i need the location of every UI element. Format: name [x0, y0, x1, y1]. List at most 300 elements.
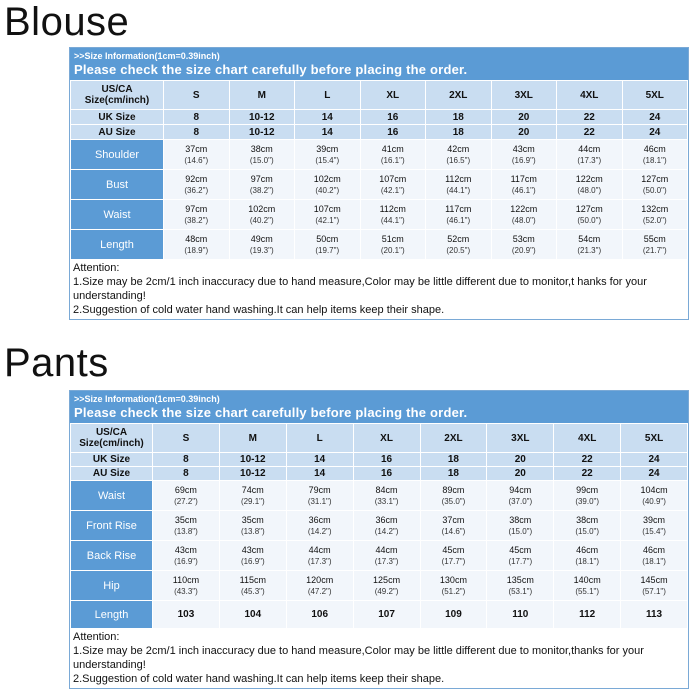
measurement-cell [420, 541, 487, 571]
cm-value: 41cm [381, 143, 404, 154]
measurement-cell [622, 170, 688, 200]
cm-value: 36cm [308, 514, 331, 525]
size-s: S [164, 81, 230, 110]
measurement-cell [153, 511, 220, 541]
inch-value: (38.2") [184, 215, 209, 225]
uk-cell: 20 [487, 453, 554, 467]
measurement-row [71, 170, 688, 200]
measurement-cell [229, 200, 295, 230]
measurement-cell [164, 230, 230, 260]
inch-value: (27.2") [174, 496, 198, 506]
uk-cell: 24 [622, 110, 688, 125]
cm-value: 36cm [375, 514, 398, 525]
cm-value: 97cm [250, 173, 273, 184]
measurement-cell [164, 170, 230, 200]
measurement-cell [426, 200, 492, 230]
inch-value: (55.1") [575, 586, 600, 596]
measurement-cell [420, 571, 487, 601]
measurement-label: Length [71, 230, 164, 260]
au-cell: 8 [164, 125, 230, 140]
measurement-cell [557, 140, 623, 170]
inch-value: (48.0") [511, 215, 536, 225]
au-cell: 14 [286, 467, 353, 481]
length-row [71, 601, 688, 629]
cm-value: 92cm [185, 173, 208, 184]
measurement-cell [153, 541, 220, 571]
measurement-label: Shoulder [71, 140, 164, 170]
cm-value: 145cm [640, 574, 668, 585]
cm-value: 122cm [510, 203, 538, 214]
cm-value: 38cm [509, 514, 532, 525]
header-label: US/CA Size(cm/inch) [71, 81, 164, 110]
au-cell: 22 [557, 125, 623, 140]
au-cell: 10-12 [219, 467, 286, 481]
cm-value: 125cm [373, 574, 401, 585]
au-size-row [71, 125, 688, 140]
measurement-cell [557, 230, 623, 260]
inch-value: (49.2") [374, 586, 399, 596]
au-size-label: AU Size [71, 125, 164, 140]
cm-value: 127cm [575, 203, 603, 214]
blouse-title: Blouse [4, 0, 130, 44]
inch-value: (20.5") [446, 245, 471, 255]
measurement-cell [164, 200, 230, 230]
cm-value: 112cm [379, 203, 406, 214]
cm-value: 122cm [575, 173, 603, 184]
inch-value: (20.1") [380, 245, 405, 255]
uk-cell: 24 [621, 453, 688, 467]
info-bar [70, 48, 688, 80]
measurement-cell [420, 511, 487, 541]
measurement-cell [557, 200, 623, 230]
inch-value: (43.3") [174, 586, 198, 596]
measurement-cell [426, 170, 492, 200]
inch-value: (36.2") [184, 185, 209, 195]
size-3xl: 3XL [487, 424, 554, 453]
cm-value: 49cm [250, 233, 273, 244]
inch-value: (16.9") [174, 556, 198, 566]
size-m: M [219, 424, 286, 453]
measurement-cell [360, 230, 426, 260]
inch-value: (40.2") [249, 215, 274, 225]
info-bar [70, 391, 688, 423]
measurement-cell [219, 571, 286, 601]
measurement-cell [219, 541, 286, 571]
length-cell: 107 [353, 601, 420, 629]
measurement-cell [164, 140, 230, 170]
length-cell: 109 [420, 601, 487, 629]
cm-value: 84cm [375, 484, 398, 495]
measurement-label: Bust [71, 170, 164, 200]
length-label: Length [71, 601, 153, 629]
uk-size-label: UK Size [71, 453, 153, 467]
size-l: L [286, 424, 353, 453]
measurement-cell [229, 170, 295, 200]
cm-value: 69cm [174, 484, 197, 495]
uk-cell: 8 [164, 110, 230, 125]
cm-value: 54cm [578, 233, 601, 244]
attention-note-1: 1.Size may be 2cm/1 inch inaccuracy due to hand measure,Color may be little different due to monitor,t hanks for your understanding! [73, 276, 647, 302]
attention-note-2: 2.Suggestion of cold water hand washing.It can help items keep their shape. [73, 304, 445, 316]
inch-value: (16.1") [380, 155, 405, 165]
cm-value: 46cm [643, 544, 666, 555]
cm-value: 35cm [174, 514, 197, 525]
au-cell: 20 [491, 125, 557, 140]
au-cell: 18 [426, 125, 492, 140]
inch-value: (46.1") [446, 215, 471, 225]
measurement-row [71, 140, 688, 170]
measurement-cell [353, 571, 420, 601]
inch-value: (51.2") [441, 586, 466, 596]
cm-value: 44cm [375, 544, 398, 555]
inch-value: (18.1") [642, 155, 667, 165]
measurement-cell [295, 170, 361, 200]
uk-cell: 16 [360, 110, 426, 125]
uk-cell: 16 [353, 453, 420, 467]
uk-cell: 20 [491, 110, 557, 125]
size-table [70, 423, 688, 629]
measurement-cell [491, 170, 557, 200]
measurement-label: Hip [71, 571, 153, 601]
cm-value: 38cm [576, 514, 599, 525]
header-label: US/CA Size(cm/inch) [71, 424, 153, 453]
notice-text: Please check the size chart carefully before placing the order. [74, 405, 468, 420]
au-cell: 10-12 [229, 125, 295, 140]
size-l: L [295, 81, 361, 110]
pants-size-chart [69, 390, 689, 689]
info-line: >>Size Information(1cm=0.39inch) [74, 51, 220, 61]
size-5xl: 5XL [622, 81, 688, 110]
cm-value: 39cm [316, 143, 339, 154]
inch-value: (40.9") [642, 496, 666, 506]
cm-value: 102cm [248, 203, 276, 214]
cm-value: 44cm [578, 143, 601, 154]
cm-value: 37cm [442, 514, 465, 525]
uk-cell: 10-12 [229, 110, 295, 125]
cm-value: 107cm [313, 203, 341, 214]
cm-value: 52cm [447, 233, 470, 244]
info-line: >>Size Information(1cm=0.39inch) [74, 394, 220, 404]
inch-value: (19.3") [249, 245, 274, 255]
measurement-label: Waist [71, 200, 164, 230]
length-cell: 103 [153, 601, 220, 629]
measurement-cell [295, 230, 361, 260]
measurement-cell [487, 511, 554, 541]
measurement-cell [621, 541, 688, 571]
inch-value: (31.1") [307, 496, 332, 506]
measurement-rows [71, 481, 688, 601]
inch-value: (50.0") [577, 215, 602, 225]
size-4xl: 4XL [554, 424, 621, 453]
inch-value: (17.3") [307, 556, 332, 566]
cm-value: 55cm [643, 233, 666, 244]
cm-value: 44cm [308, 544, 331, 555]
measurement-row [71, 200, 688, 230]
inch-value: (18.9") [184, 245, 209, 255]
inch-value: (33.1") [374, 496, 399, 506]
inch-value: (14.2") [374, 526, 399, 536]
measurement-cell [621, 511, 688, 541]
uk-cell: 22 [557, 110, 623, 125]
cm-value: 97cm [185, 203, 208, 214]
cm-value: 89cm [442, 484, 465, 495]
measurement-cell [491, 140, 557, 170]
measurement-label: Back Rise [71, 541, 153, 571]
inch-value: (16.9") [511, 155, 536, 165]
cm-value: 74cm [241, 484, 264, 495]
measurement-cell [554, 481, 621, 511]
cm-value: 50cm [316, 233, 339, 244]
inch-value: (47.2") [307, 586, 332, 596]
cm-value: 110cm [172, 574, 200, 585]
attention-note-2: 2.Suggestion of cold water hand washing.It can help items keep their shape. [73, 673, 445, 685]
inch-value: (15.0") [508, 526, 533, 536]
cm-value: 35cm [241, 514, 264, 525]
inch-value: (57.1") [642, 586, 666, 596]
au-size-row [71, 467, 688, 481]
inch-value: (17.7") [508, 556, 533, 566]
size-3xl: 3XL [491, 81, 557, 110]
cm-value: 39cm [643, 514, 666, 525]
inch-value: (14.2") [307, 526, 332, 536]
inch-value: (21.3") [577, 245, 602, 255]
inch-value: (42.1") [380, 185, 405, 195]
length-cell: 106 [286, 601, 353, 629]
inch-value: (14.6") [441, 526, 466, 536]
attention-notes [70, 629, 688, 688]
inch-value: (14.6") [184, 155, 209, 165]
cm-value: 117cm [445, 203, 472, 214]
length-cell: 104 [219, 601, 286, 629]
inch-value: (18.1") [575, 556, 600, 566]
size-2xl: 2XL [420, 424, 487, 453]
measurement-rows [71, 140, 688, 260]
inch-value: (46.1") [511, 185, 536, 195]
uk-size-row [71, 110, 688, 125]
measurement-cell [491, 200, 557, 230]
measurement-cell [286, 571, 353, 601]
attention-heading: Attention: [73, 262, 120, 274]
cm-value: 120cm [306, 574, 334, 585]
inch-value: (13.8") [240, 526, 265, 536]
inch-value: (40.2") [315, 185, 340, 195]
measurement-cell [420, 481, 487, 511]
uk-cell: 8 [153, 453, 220, 467]
inch-value: (44.1") [380, 215, 405, 225]
measurement-cell [621, 481, 688, 511]
measurement-cell [153, 571, 220, 601]
au-cell: 16 [353, 467, 420, 481]
measurement-cell [487, 571, 554, 601]
measurement-row [71, 571, 688, 601]
inch-value: (21.7") [642, 245, 667, 255]
length-cell: 113 [621, 601, 688, 629]
pants-title: Pants [4, 341, 109, 385]
inch-value: (29.1") [240, 496, 265, 506]
measurement-cell [295, 140, 361, 170]
inch-value: (52.0") [642, 215, 667, 225]
inch-value: (39.0") [575, 496, 600, 506]
au-cell: 20 [487, 467, 554, 481]
cm-value: 130cm [439, 574, 467, 585]
inch-value: (15.0") [249, 155, 274, 165]
inch-value: (48.0") [577, 185, 602, 195]
measurement-cell [554, 571, 621, 601]
cm-value: 79cm [308, 484, 331, 495]
inch-value: (20.9") [511, 245, 536, 255]
measurement-cell [360, 170, 426, 200]
measurement-cell [554, 541, 621, 571]
inch-value: (44.1") [446, 185, 471, 195]
inch-value: (17.7") [441, 556, 466, 566]
uk-cell: 18 [420, 453, 487, 467]
inch-value: (17.3") [374, 556, 399, 566]
measurement-cell [622, 230, 688, 260]
measurement-cell [491, 230, 557, 260]
cm-value: 104cm [640, 484, 668, 495]
measurement-cell [286, 541, 353, 571]
measurement-cell [487, 481, 554, 511]
size-4xl: 4XL [557, 81, 623, 110]
measurement-cell [286, 511, 353, 541]
measurement-cell [622, 200, 688, 230]
measurement-row [71, 541, 688, 571]
attention-notes [70, 260, 688, 319]
measurement-cell [295, 200, 361, 230]
inch-value: (13.8") [174, 526, 198, 536]
cm-value: 38cm [250, 143, 273, 154]
cm-value: 140cm [573, 574, 601, 585]
inch-value: (15.4") [642, 526, 666, 536]
cm-value: 127cm [641, 173, 669, 184]
cm-value: 43cm [241, 544, 264, 555]
measurement-cell [353, 541, 420, 571]
measurement-cell [353, 511, 420, 541]
measurement-cell [229, 140, 295, 170]
cm-value: 107cm [379, 173, 407, 184]
cm-value: 37cm [185, 143, 208, 154]
au-cell: 16 [360, 125, 426, 140]
size-table [70, 80, 688, 260]
cm-value: 46cm [643, 143, 666, 154]
attention-heading: Attention: [73, 631, 120, 643]
cm-value: 51cm [381, 233, 404, 244]
measurement-cell [360, 140, 426, 170]
cm-value: 102cm [313, 173, 341, 184]
measurement-cell [426, 140, 492, 170]
cm-value: 43cm [174, 544, 197, 555]
cm-value: 43cm [512, 143, 535, 154]
length-cell: 110 [487, 601, 554, 629]
cm-value: 45cm [509, 544, 532, 555]
cm-value: 94cm [509, 484, 532, 495]
cm-value: 117cm [510, 173, 537, 184]
header-row [71, 424, 688, 453]
cm-value: 45cm [442, 544, 465, 555]
cm-value: 112cm [445, 173, 472, 184]
attention-note-1: 1.Size may be 2cm/1 inch inaccuracy due to hand measure,Color may be little different due to monitor,thanks for your understanding! [73, 645, 644, 671]
uk-cell: 18 [426, 110, 492, 125]
inch-value: (16.9") [240, 556, 265, 566]
inch-value: (15.4") [315, 155, 340, 165]
blouse-size-chart [69, 47, 689, 320]
cm-value: 99cm [576, 484, 599, 495]
au-cell: 22 [554, 467, 621, 481]
measurement-cell [621, 571, 688, 601]
measurement-cell [229, 230, 295, 260]
cm-value: 132cm [641, 203, 669, 214]
measurement-cell [353, 481, 420, 511]
notice-text: Please check the size chart carefully before placing the order. [74, 62, 468, 77]
size-5xl: 5XL [621, 424, 688, 453]
inch-value: (53.1") [508, 586, 533, 596]
cm-value: 53cm [512, 233, 535, 244]
uk-cell: 10-12 [219, 453, 286, 467]
length-cell: 112 [554, 601, 621, 629]
measurement-cell [487, 541, 554, 571]
inch-value: (37.0") [508, 496, 533, 506]
au-cell: 14 [295, 125, 361, 140]
cm-value: 115cm [239, 574, 266, 585]
measurement-cell [153, 481, 220, 511]
uk-size-row [71, 453, 688, 467]
size-xl: XL [353, 424, 420, 453]
measurement-cell [286, 481, 353, 511]
inch-value: (45.3") [240, 586, 265, 596]
inch-value: (42.1") [315, 215, 340, 225]
au-cell: 24 [621, 467, 688, 481]
inch-value: (19.7") [315, 245, 340, 255]
measurement-label: Waist [71, 481, 153, 511]
measurement-cell [360, 200, 426, 230]
measurement-cell [426, 230, 492, 260]
measurement-row [71, 230, 688, 260]
measurement-cell [554, 511, 621, 541]
inch-value: (50.0") [642, 185, 667, 195]
inch-value: (17.3") [577, 155, 602, 165]
au-cell: 8 [153, 467, 220, 481]
measurement-label: Front Rise [71, 511, 153, 541]
measurement-cell [622, 140, 688, 170]
size-m: M [229, 81, 295, 110]
header-row [71, 81, 688, 110]
measurement-cell [557, 170, 623, 200]
cm-value: 135cm [506, 574, 534, 585]
au-cell: 18 [420, 467, 487, 481]
size-2xl: 2XL [426, 81, 492, 110]
measurement-cell [219, 511, 286, 541]
inch-value: (18.1") [642, 556, 666, 566]
inch-value: (16.5") [446, 155, 471, 165]
size-xl: XL [360, 81, 426, 110]
au-cell: 24 [622, 125, 688, 140]
inch-value: (38.2") [249, 185, 274, 195]
inch-value: (35.0") [441, 496, 466, 506]
measurement-row [71, 481, 688, 511]
cm-value: 48cm [185, 233, 208, 244]
inch-value: (15.0") [575, 526, 600, 536]
uk-size-label: UK Size [71, 110, 164, 125]
au-size-label: AU Size [71, 467, 153, 481]
cm-value: 46cm [576, 544, 599, 555]
uk-cell: 14 [286, 453, 353, 467]
cm-value: 42cm [447, 143, 470, 154]
measurement-row [71, 511, 688, 541]
measurement-cell [219, 481, 286, 511]
size-s: S [153, 424, 220, 453]
uk-cell: 14 [295, 110, 361, 125]
uk-cell: 22 [554, 453, 621, 467]
